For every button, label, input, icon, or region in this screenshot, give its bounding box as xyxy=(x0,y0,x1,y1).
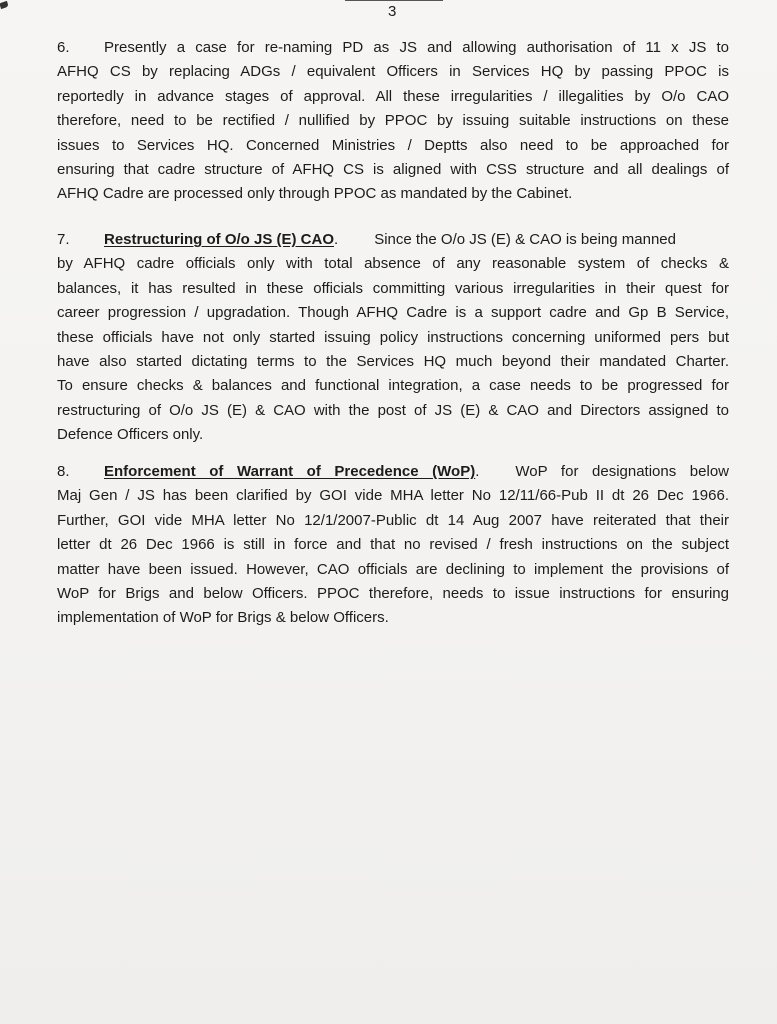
paragraph-line: WoP for Brigs and below Officers. PPOC therefore, needs to issue instructions for ensuring xyxy=(57,585,729,603)
paragraph-line: balances, it has resulted in these officials committing various irregularities in their quest for xyxy=(57,279,729,297)
paragraph-line: reportedly in advance stages of approval. All these irregularities / illegalities by O/o CAO xyxy=(57,87,729,105)
paragraph-number: 8. xyxy=(57,463,70,480)
paragraph-line: career progression / upgradation. Though AFHQ Cadre is a support cadre and Gp B Service, xyxy=(57,304,729,322)
paragraph-line: Further, GOI vide MHA letter No 12/1/2007-Public dt 14 Aug 2007 have reiterated that their xyxy=(57,511,729,529)
paragraph-line: AFHQ CS by replacing ADGs / equivalent Officers in Services HQ by passing PPOC is xyxy=(57,63,729,81)
paragraph-line: matter have been issued. However, CAO officials are declining to implement the provisions of xyxy=(57,560,729,578)
paragraph-number: 6. xyxy=(57,39,70,56)
paragraph-line: therefore, need to be rectified / nullified by PPOC by issuing suitable instructions on these xyxy=(57,112,729,130)
paragraph-line: 8. Enforcement of Warrant of Precedence (WoP). WoP for designations below xyxy=(57,460,729,484)
paragraph-line: letter dt 26 Dec 1966 is still in force and that no revised / fresh instructions on the subject xyxy=(57,536,729,554)
paragraph-line: by AFHQ cadre officials only with total absence of any reasonable system of checks & xyxy=(57,255,729,273)
paragraph-line: these officials have not only started issuing policy instructions concerning uniformed pers but xyxy=(57,328,729,346)
paragraph-line: restructuring of O/o JS (E) & CAO with the post of JS (E) & CAO and Directors assigned to xyxy=(57,401,729,419)
paragraph-line: ensuring that cadre structure of AFHQ CS is aligned with CSS structure and all dealings of xyxy=(57,161,729,179)
corner-mark xyxy=(0,1,9,9)
paragraph-number: 7. xyxy=(57,231,70,248)
paragraph-7 xyxy=(57,228,729,448)
paragraph-line: Maj Gen / JS has been clarified by GOI vide MHA letter No 12/11/66-Pub II dt 26 Dec 1966. xyxy=(57,487,729,505)
paragraph-heading: Restructuring of O/o JS (E) CAO xyxy=(104,231,335,248)
paragraph-line: Defence Officers only. xyxy=(57,426,204,444)
page-number: 3 xyxy=(388,3,397,20)
paragraph-line: AFHQ Cadre are processed only through PPOC as mandated by the Cabinet. xyxy=(57,185,573,203)
paragraph-heading: Enforcement of Warrant of Precedence (WoP) xyxy=(104,463,476,480)
paragraph-line: 6. Presently a case for re-naming PD as JS and allowing authorisation of 11 x JS to xyxy=(57,36,729,60)
paragraph-line: To ensure checks & balances and functional integration, a case needs to be progressed for xyxy=(57,377,729,395)
paragraph-line: implementation of WoP for Brigs & below Officers. xyxy=(57,609,389,627)
paragraph-8 xyxy=(57,460,729,631)
paragraph-line: have also started dictating terms to the Services HQ much beyond their mandated Charter. xyxy=(57,353,729,371)
paragraph-line: issues to Services HQ. Concerned Ministries / Deptts also need to be approached for xyxy=(57,136,729,154)
paragraph-line: 7. Restructuring of O/o JS (E) CAO. Since the O/o JS (E) & CAO is being manned xyxy=(57,228,729,252)
header-rule xyxy=(345,0,443,1)
paragraph-6 xyxy=(57,36,729,207)
